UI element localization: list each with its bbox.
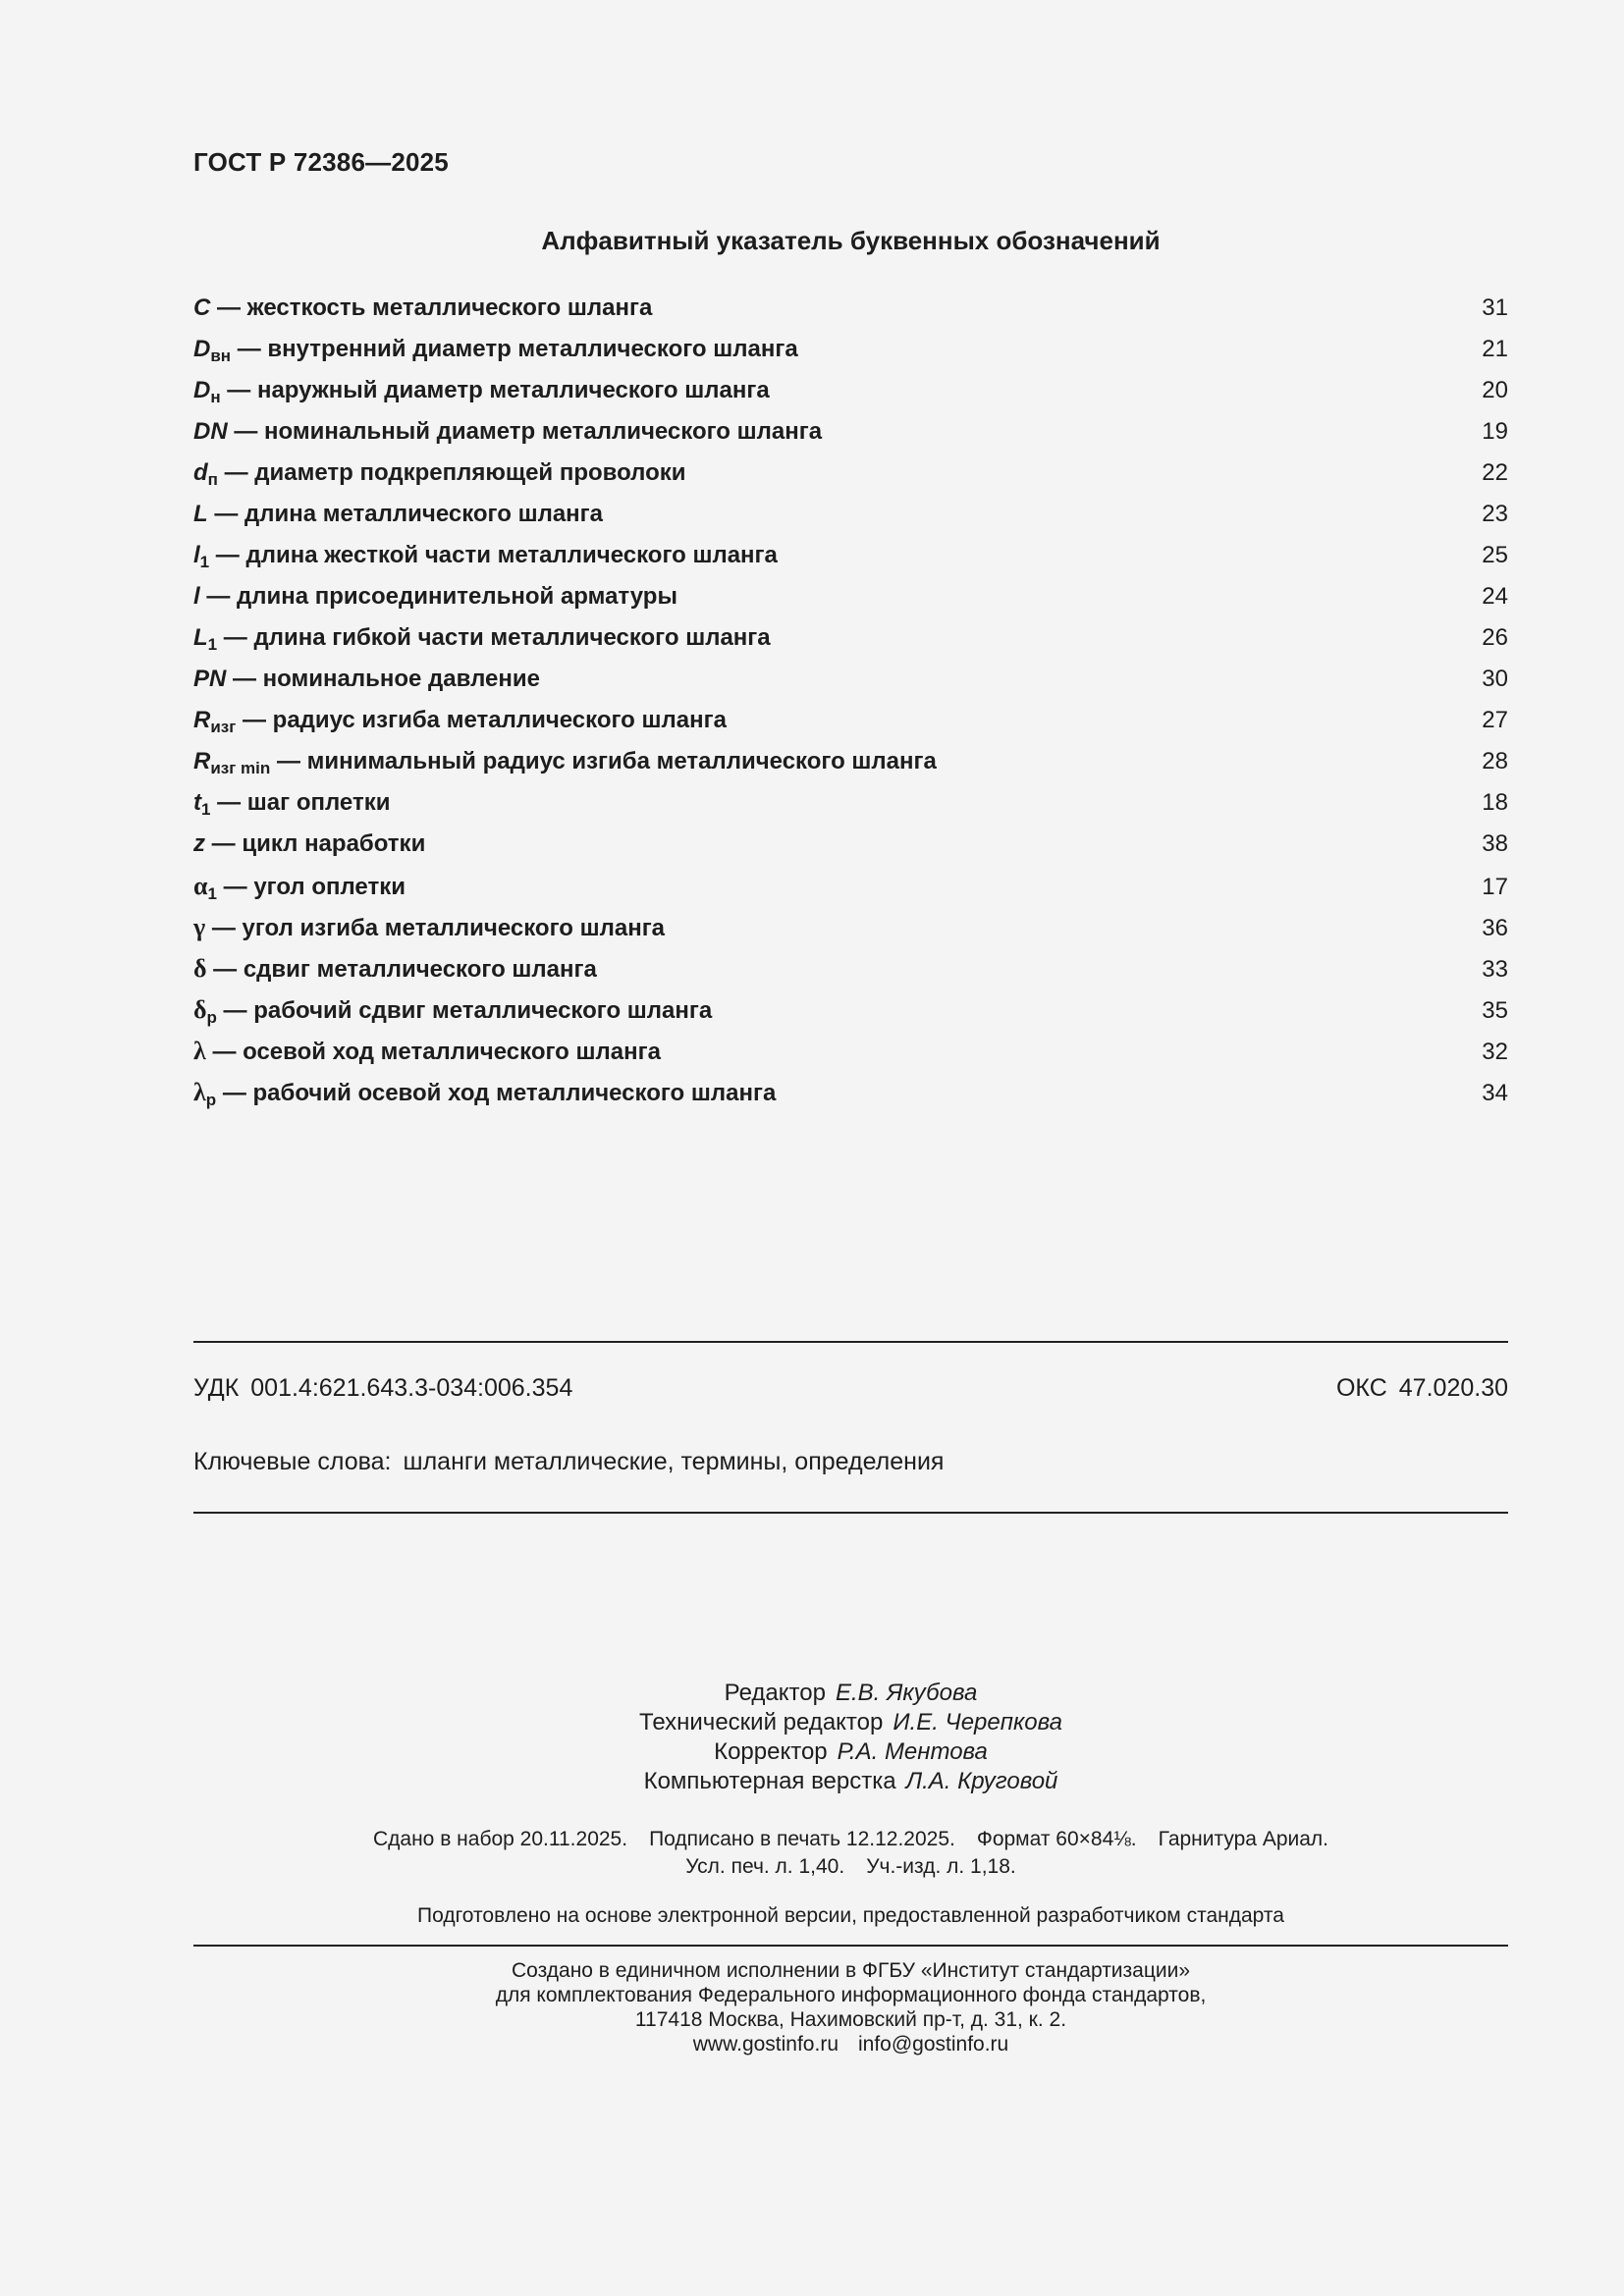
index-entry-symbol: R [193,707,211,733]
index-entry-page: 33 [1482,956,1508,983]
index-entry [193,1037,1508,1078]
index-entry [193,583,1508,624]
udk-value: 001.4:621.643.3-034:006.354 [250,1374,573,1402]
index-entry-page: 25 [1482,542,1508,568]
index-entry-text: — цикл наработки [205,830,426,857]
index-entry-description [193,830,425,858]
imprint-line-2: для комплектования Федерального информационного фонда стандартов, [495,1984,1207,2006]
index-entry-page: 18 [1482,789,1508,816]
index-entry-subscript: р [205,1091,217,1109]
index-entry [193,377,1508,418]
index-entry [193,418,1508,459]
index-entry-page: 17 [1482,874,1508,900]
index-entry-subscript: п [207,470,218,489]
index-entry [193,1078,1508,1119]
oks-value: 47.020.30 [1398,1374,1508,1402]
index-entry-subscript: изг min [210,759,271,777]
index-entry-description [193,542,778,572]
index-entry [193,459,1508,501]
index-entry-description [193,583,677,611]
index-entry-description [193,418,822,446]
index-entry [193,336,1508,377]
typeset-date: Сдано в набор 20.11.2025. [372,1828,628,1850]
index-entry-symbol: z [193,830,205,857]
prepared-note: Подготовлено на основе электронной версии, предоставленной разработчиком стандарта [417,1904,1284,1927]
index-entry-text: — номинальный диаметр металлического шланга [227,418,823,445]
index-entry-description [193,377,770,407]
index-entry-subscript: 1 [207,884,217,903]
index-title: Алфавитный указатель буквенных обозначений [541,226,1161,255]
credit-proofreader [193,1737,1508,1767]
index-entry-text: — минимальный радиус изгиба металлического шланга [270,748,937,774]
index-entry-page: 28 [1482,748,1508,774]
publication-info [193,1826,1508,1881]
keywords-label: Ключевые слова: [193,1448,392,1475]
index-entry-symbol: l [193,542,200,568]
symbol-index-list [193,294,1508,1119]
index-entry-text: — диаметр подкрепляющей проволоки [217,459,686,486]
index-entry-text: — наружный диаметр металлического шланга [220,377,770,403]
index-entry-page: 22 [1482,459,1508,486]
index-entry-subscript: 1 [199,553,210,571]
index-entry [193,995,1508,1037]
index-entry-page: 26 [1482,624,1508,651]
divider-top [193,1341,1508,1343]
classification-row [193,1374,1508,1403]
index-entry-symbol: D [193,377,211,403]
index-entry-page: 34 [1482,1080,1508,1106]
index-entry-description [193,913,665,942]
imprint-contacts [193,2032,1508,2056]
index-entry [193,830,1508,872]
index-entry-symbol: δ [193,995,207,1024]
index-entry-page: 20 [1482,377,1508,403]
index-entry-page: 23 [1482,501,1508,527]
index-entry [193,501,1508,542]
index-entry-text: — рабочий сдвиг металлического шланга [216,997,713,1024]
index-entry-description [193,336,798,366]
print-sheets: Усл. печ. л. 1,40. [685,1855,845,1878]
credit-name: Е.В. Якубова [835,1680,978,1706]
credit-layout [193,1767,1508,1796]
index-entry [193,954,1508,995]
index-entry-subscript: 1 [207,635,218,654]
index-entry-description [193,872,406,904]
credit-name: И.Е. Черепкова [893,1709,1062,1735]
index-entry-text: — сдвиг металлического шланга [206,956,597,983]
index-entry-text: — рабочий осевой ход металлического шланга [216,1080,777,1106]
index-entry-text: — шаг оплетки [210,789,391,816]
keywords [193,1448,944,1476]
index-entry-page: 24 [1482,583,1508,610]
index-entry-page: 35 [1482,997,1508,1024]
keywords-value: шланги металлические, термины, определения [403,1448,945,1475]
index-entry-page: 32 [1482,1039,1508,1065]
imprint-line-1: Создано в единичном исполнении в ФГБУ «Институт стандартизации» [511,1959,1191,1982]
index-entry-description [193,294,652,322]
index-entry-subscript: вн [210,347,232,365]
index-entry-symbol: t [193,789,201,816]
index-entry-page: 19 [1482,418,1508,445]
website-link[interactable]: www.gostinfo.ru [692,2033,839,2056]
index-entry-text: — осевой ход металлического шланга [205,1039,661,1065]
document-code: ГОСТ Р 72386—2025 [193,147,449,177]
index-entry-description [193,954,597,984]
index-entry-symbol: γ [193,913,206,941]
index-entry-text: — жесткость металлического шланга [210,294,653,321]
imprint-block [193,1958,1508,2056]
index-entry-text: — длина металлического шланга [207,501,603,527]
typeface: Гарнитура Ариал. [1158,1828,1328,1850]
index-entry-symbol: L [193,501,208,527]
index-entry-description [193,1037,661,1066]
publisher-sheets: Уч.-изд. л. 1,18. [866,1855,1016,1878]
index-entry-description [193,995,712,1028]
index-entry [193,294,1508,336]
index-entry-subscript: 1 [201,800,211,819]
index-entry-symbol: D [193,336,211,362]
index-entry-description [193,501,603,528]
signed-date: Подписано в печать 12.12.2025. [649,1828,955,1850]
index-entry-description [193,789,390,820]
index-entry-symbol: l [193,583,200,610]
udk-block [193,1374,572,1403]
index-entry-page: 31 [1482,294,1508,321]
index-entry [193,789,1508,830]
credit-role: Редактор [724,1680,826,1706]
imprint-line-3: 117418 Москва, Нахимовский пр-т, д. 31, к. 2. [634,2008,1067,2031]
index-entry-subscript: н [210,388,221,406]
index-entry [193,666,1508,707]
index-entry-text: — длина присоединительной арматуры [199,583,677,610]
index-entry-page: 36 [1482,915,1508,941]
index-entry-page: 27 [1482,707,1508,733]
email-link[interactable]: info@gostinfo.ru [858,2033,1009,2056]
index-entry [193,624,1508,666]
index-entry-symbol: d [193,459,208,486]
publication-line-1 [193,1826,1508,1853]
credit-name: Л.А. Круговой [905,1768,1058,1794]
index-entry-symbol: PN [193,666,227,692]
index-entry-text: — длина жесткой части металлического шланга [209,542,778,568]
credit-name: Р.А. Ментова [837,1738,988,1765]
index-entry-page: 21 [1482,336,1508,362]
index-entry-text: — номинальное давление [226,666,540,692]
credit-role: Корректор [714,1738,828,1765]
index-entry-symbol: R [193,748,211,774]
index-entry-description [193,624,771,655]
index-entry-description [193,666,540,693]
index-entry-symbol: δ [193,954,207,983]
credits-block [193,1679,1508,1796]
index-entry-description [193,459,686,490]
index-entry [193,913,1508,954]
credit-role: Компьютерная верстка [643,1768,896,1794]
index-entry-symbol: L [193,624,208,651]
credit-tech-editor [193,1708,1508,1737]
index-entry-symbol: DN [193,418,228,445]
publication-line-2 [193,1853,1508,1881]
index-entry-description [193,707,727,737]
index-entry-subscript: р [206,1008,217,1027]
index-entry [193,542,1508,583]
index-entry-symbol: λ [193,1078,206,1106]
index-entry-subscript: изг [210,718,237,736]
oks-block [1336,1374,1508,1403]
credit-role: Технический редактор [639,1709,884,1735]
index-entry-page: 38 [1482,830,1508,857]
index-entry-symbol: λ [193,1037,206,1065]
credit-editor [193,1679,1508,1708]
index-entry-symbol: α [193,872,208,900]
paper-format: Формат 60×84⅛. [976,1828,1137,1850]
divider-bottom [193,1512,1508,1514]
index-entry-text: — угол оплетки [216,874,406,900]
index-entry-description [193,1078,776,1110]
index-entry-text: — длина гибкой части металлического шланга [217,624,771,651]
index-entry-text: — внутренний диаметр металлического шланга [231,336,798,362]
index-entry [193,707,1508,748]
index-entry-description [193,748,937,778]
index-entry-text: — угол изгиба металлического шланга [205,915,666,941]
index-entry [193,872,1508,913]
index-entry-text: — радиус изгиба металлического шланга [236,707,727,733]
index-entry-page: 30 [1482,666,1508,692]
index-entry [193,748,1508,789]
oks-label: ОКС [1335,1374,1387,1402]
divider-imprint [193,1945,1508,1947]
udk-label: УДК [193,1374,240,1402]
index-entry-symbol: C [193,294,211,321]
